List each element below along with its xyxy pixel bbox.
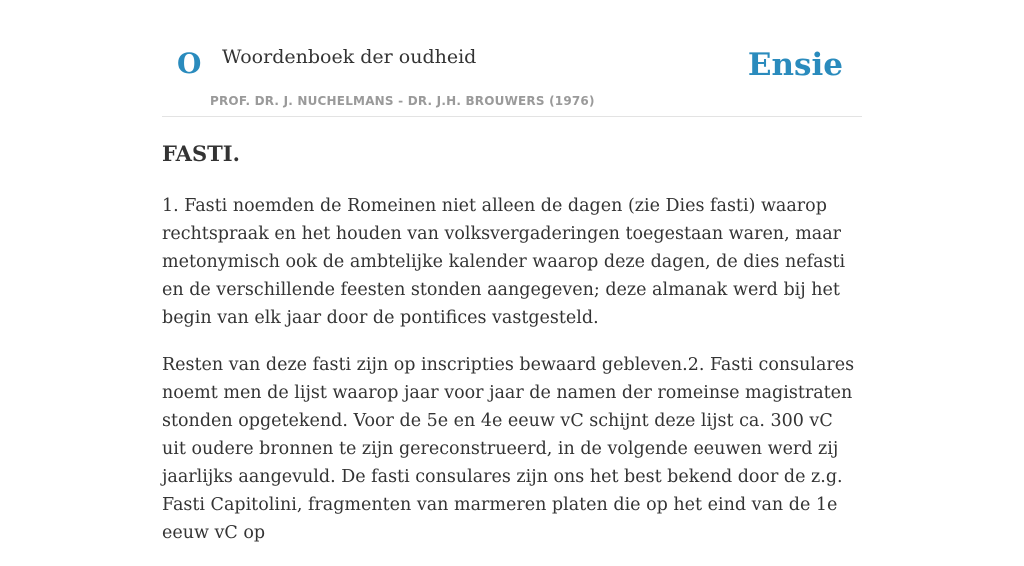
book-authors: PROF. DR. J. NUCHELMANS - DR. J.H. BROUWERS (1976) <box>210 94 595 108</box>
book-header <box>162 0 862 117</box>
entry-paragraph: Resten van deze fasti zijn op inscripties bewaard gebleven.2. Fasti consulares noemt men de lijst waarop jaar voor jaar de namen der romeinse magistraten stonden opgetekend. Voor de 5e en 4e eeuw vC schijnt deze lijst ca. 300 vC uit oudere bronnen te zijn gereconstrueerd, in de volgende eeuwen werd zij jaarlijks aangevuld. De fasti consulares zijn ons het best bekend door de z.g. Fasti Capitolini, fragmenten van marmeren platen die op het eind van de 1e eeuw vC op <box>162 355 855 543</box>
book-title[interactable]: Woordenboek der oudheid <box>222 46 477 68</box>
entry-body <box>162 192 862 566</box>
entry-title: FASTI. <box>162 141 240 166</box>
section-letter[interactable]: O <box>177 47 202 80</box>
entry-paragraph: 1. Fasti noemden de Romeinen niet alleen de dagen (zie Dies fasti) waarop rechtspraak en het houden van volksvergaderingen toegestaan waren, maar metonymisch ook de ambtelijke kalender waarop deze dagen, de dies nefasti en de verschillende feesten stonden aangegeven; deze almanak werd bij het begin van elk jaar door de pontifices vastgesteld. <box>162 196 846 328</box>
ensie-logo[interactable]: Ensie <box>747 47 843 83</box>
